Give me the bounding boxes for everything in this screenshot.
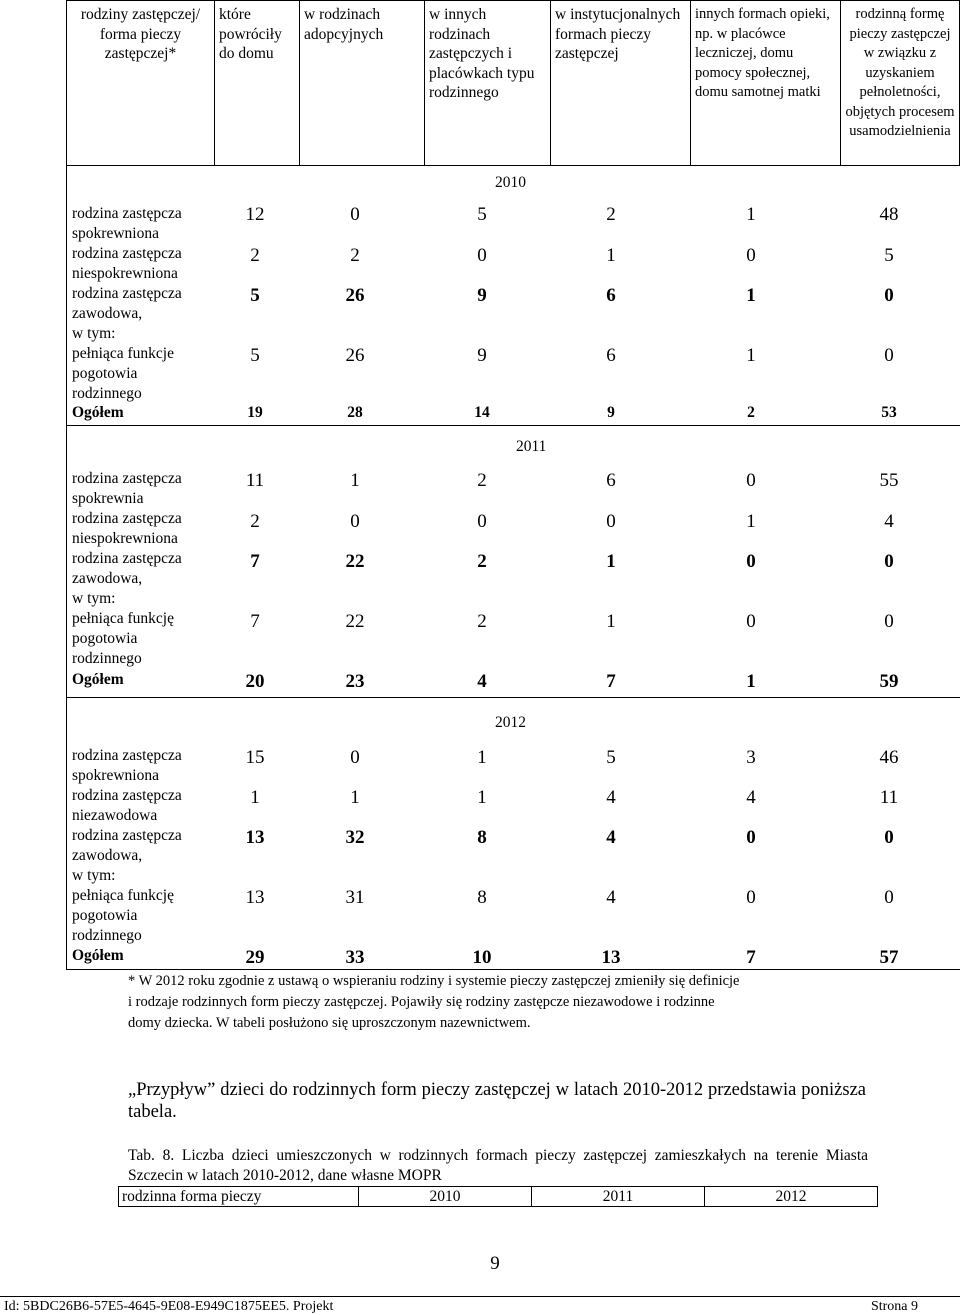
row-label: rodzina zastępcza spokrewniona bbox=[72, 747, 182, 784]
table-cell: 22 bbox=[345, 611, 365, 632]
table-8-header bbox=[118, 1186, 878, 1207]
table-cell: 9 bbox=[477, 285, 487, 306]
table-footnote bbox=[128, 971, 866, 1034]
table-cell: 5 bbox=[250, 345, 260, 366]
table-cell: 0 bbox=[884, 285, 894, 306]
table-cell: 48 bbox=[879, 204, 899, 225]
footer-page-label: Strona 9 bbox=[870, 1299, 918, 1314]
table-cell: 2 bbox=[606, 204, 616, 225]
table-cell: 2 bbox=[250, 511, 260, 532]
total-cell: 14 bbox=[474, 404, 490, 421]
table-cell: 32 bbox=[345, 827, 365, 848]
total-cell: 4 bbox=[477, 671, 487, 692]
table-cell: 6 bbox=[606, 470, 616, 491]
table-cell: 1 bbox=[606, 611, 616, 632]
footer-divider bbox=[0, 1296, 960, 1297]
year-heading-2010: 2010 bbox=[495, 174, 526, 191]
section-frame-2011 bbox=[66, 425, 960, 697]
table-cell: 1 bbox=[606, 551, 616, 572]
table-cell: 0 bbox=[884, 551, 894, 572]
total-label: Ogółem bbox=[72, 404, 124, 421]
table-cell: 5 bbox=[884, 245, 894, 266]
row-label: pełniąca funkcję pogotowia rodzinnego bbox=[72, 887, 174, 944]
row-label: rodzina zastępcza niespokrewniona bbox=[72, 245, 182, 282]
table-cell: 5 bbox=[606, 747, 616, 768]
table-cell: 1 bbox=[746, 345, 756, 366]
column-header: 2012 bbox=[705, 1187, 878, 1207]
footer-document-id: Id: 5BDC26B6-57E5-4645-9E08-E949C1875EE5. Projekt bbox=[4, 1299, 334, 1314]
total-cell: 19 bbox=[247, 404, 263, 421]
table-cell: 8 bbox=[477, 887, 487, 908]
header-cell-returned-home: które powróciły do domu bbox=[215, 1, 300, 166]
divider bbox=[66, 969, 960, 970]
table-cell: 1 bbox=[746, 511, 756, 532]
total-cell: 20 bbox=[245, 671, 265, 692]
row-label: rodzina zastępcza zawodowa, w tym: bbox=[72, 827, 182, 884]
table-cell: 1 bbox=[746, 204, 756, 225]
table-cell: 15 bbox=[245, 747, 265, 768]
table-cell: 0 bbox=[884, 345, 894, 366]
table-cell: 0 bbox=[746, 827, 756, 848]
row-label: rodzina zastępcza zawodowa, w tym: bbox=[72, 285, 182, 342]
table-cell: 5 bbox=[477, 204, 487, 225]
table-cell: 13 bbox=[245, 827, 265, 848]
body-paragraph: „Przypływ” dzieci do rodzinnych form pieczy zastępczej w latach 2010-2012 przedstawia poniższa tabela. bbox=[128, 1080, 866, 1122]
header-cell-independence: rodzinną formę pieczy zastępczej w związku z uzyskaniem pełnoletności, objętych procesem usamodzielnienia bbox=[841, 1, 960, 166]
table-cell: 6 bbox=[606, 285, 616, 306]
table-cell: 0 bbox=[884, 611, 894, 632]
total-cell: 59 bbox=[879, 671, 899, 692]
row-label: pełniąca funkcję pogotowia rodzinnego bbox=[72, 610, 174, 667]
total-cell: 33 bbox=[345, 947, 365, 968]
table-cell: 1 bbox=[350, 470, 360, 491]
table-cell: 0 bbox=[884, 827, 894, 848]
total-label: Ogółem bbox=[72, 671, 124, 688]
table-cell: 4 bbox=[746, 787, 756, 808]
table-cell: 8 bbox=[477, 827, 487, 848]
table-cell: 0 bbox=[350, 204, 360, 225]
table-cell: 5 bbox=[250, 285, 260, 306]
total-cell: 28 bbox=[347, 404, 363, 421]
total-cell: 23 bbox=[345, 671, 365, 692]
page-number: 9 bbox=[490, 1253, 500, 1274]
section-frame-2010 bbox=[66, 166, 960, 425]
header-cell-form: rodziny zastępczej/ forma pieczy zastępczej* bbox=[67, 1, 215, 166]
footnote-line: domy dziecka. W tabeli posłużono się uproszczonym nazewnictwem. bbox=[128, 1015, 531, 1031]
total-cell: 10 bbox=[472, 947, 492, 968]
table-cell: 0 bbox=[746, 245, 756, 266]
total-cell: 53 bbox=[881, 404, 897, 421]
table-cell: 1 bbox=[477, 747, 487, 768]
table-cell: 3 bbox=[746, 747, 756, 768]
row-label: rodzina zastępcza zawodowa, w tym: bbox=[72, 550, 182, 607]
year-heading-2012: 2012 bbox=[495, 714, 526, 731]
total-cell: 13 bbox=[601, 947, 621, 968]
table-cell: 0 bbox=[746, 611, 756, 632]
table-cell: 26 bbox=[345, 285, 365, 306]
table-cell: 0 bbox=[884, 887, 894, 908]
row-label: rodzina zastępcza niezawodowa bbox=[72, 787, 182, 824]
row-label: rodzina zastępcza niespokrewniona bbox=[72, 510, 182, 547]
table-cell: 1 bbox=[606, 245, 616, 266]
total-cell: 57 bbox=[879, 947, 899, 968]
table-cell: 4 bbox=[606, 887, 616, 908]
total-label: Ogółem bbox=[72, 947, 124, 964]
table-cell: 12 bbox=[245, 204, 265, 225]
table-cell: 55 bbox=[879, 470, 899, 491]
column-header: 2010 bbox=[359, 1187, 532, 1207]
header-cell-adoptive: w rodzinach adopcyjnych bbox=[300, 1, 425, 166]
table-cell: 11 bbox=[879, 787, 899, 808]
table-cell: 0 bbox=[477, 511, 487, 532]
header-cell-institutional: w instytucjonalnych formach pieczy zastępczej bbox=[551, 1, 691, 166]
table-caption: Tab. 8. Liczba dzieci umieszczonych w rodzinnych formach pieczy zastępczej zamieszkałych na terenie Miasta Szczecin w latach 2010-2012, dane własne MOPR bbox=[128, 1147, 868, 1184]
table-cell: 4 bbox=[606, 787, 616, 808]
table-header-row bbox=[66, 0, 960, 166]
table-cell: 2 bbox=[350, 245, 360, 266]
year-heading-2011: 2011 bbox=[516, 438, 547, 455]
table-cell: 1 bbox=[746, 285, 756, 306]
table-cell: 0 bbox=[477, 245, 487, 266]
table-cell: 2 bbox=[250, 245, 260, 266]
table-cell: 26 bbox=[345, 345, 365, 366]
footnote-line: * W 2012 roku zgodnie z ustawą o wspieraniu rodziny i systemie pieczy zastępczej zmieniły się definicje bbox=[128, 973, 740, 989]
header-cell-other-foster: w innych rodzinach zastępczych i placówkach typu rodzinnego bbox=[425, 1, 551, 166]
table-cell: 0 bbox=[746, 887, 756, 908]
total-cell: 9 bbox=[607, 404, 615, 421]
table-cell: 1 bbox=[477, 787, 487, 808]
table-cell: 11 bbox=[245, 470, 265, 491]
table-cell: 0 bbox=[350, 747, 360, 768]
total-cell: 29 bbox=[245, 947, 265, 968]
table-cell: 22 bbox=[345, 551, 365, 572]
total-cell: 7 bbox=[606, 671, 616, 692]
total-cell: 7 bbox=[746, 947, 756, 968]
table-cell: 1 bbox=[250, 787, 260, 808]
table-cell: 7 bbox=[250, 551, 260, 572]
total-cell: 1 bbox=[746, 671, 756, 692]
table-cell: 0 bbox=[606, 511, 616, 532]
header-cell-other-care: innych formach opieki, np. w placówce leczniczej, domu pomocy społecznej, domu samotnej matki bbox=[691, 1, 841, 166]
table-cell: 31 bbox=[345, 887, 365, 908]
table-cell: 4 bbox=[884, 511, 894, 532]
column-header: rodzinna forma pieczy bbox=[119, 1187, 359, 1207]
total-cell: 2 bbox=[747, 404, 755, 421]
table-cell: 0 bbox=[746, 551, 756, 572]
row-label: rodzina zastępcza spokrewnia bbox=[72, 470, 182, 507]
table-cell: 7 bbox=[250, 611, 260, 632]
table-cell: 0 bbox=[746, 470, 756, 491]
table-cell: 46 bbox=[879, 747, 899, 768]
table-cell: 9 bbox=[477, 345, 487, 366]
table-cell: 13 bbox=[245, 887, 265, 908]
table-cell: 2 bbox=[477, 551, 487, 572]
table-cell: 6 bbox=[606, 345, 616, 366]
footnote-line: i rodzaje rodzinnych form pieczy zastępczej. Pojawiły się rodziny zastępcze niezawodowe i rodzinne bbox=[128, 994, 715, 1010]
row-label: rodzina zastępcza spokrewniona bbox=[72, 205, 182, 242]
table-cell: 0 bbox=[350, 511, 360, 532]
row-label: pełniąca funkcje pogotowia rodzinnego bbox=[72, 345, 174, 402]
section-frame-2012 bbox=[66, 697, 960, 969]
column-header: 2011 bbox=[532, 1187, 705, 1207]
table-cell: 2 bbox=[477, 470, 487, 491]
table-cell: 1 bbox=[350, 787, 360, 808]
table-cell: 2 bbox=[477, 611, 487, 632]
table-cell: 4 bbox=[606, 827, 616, 848]
